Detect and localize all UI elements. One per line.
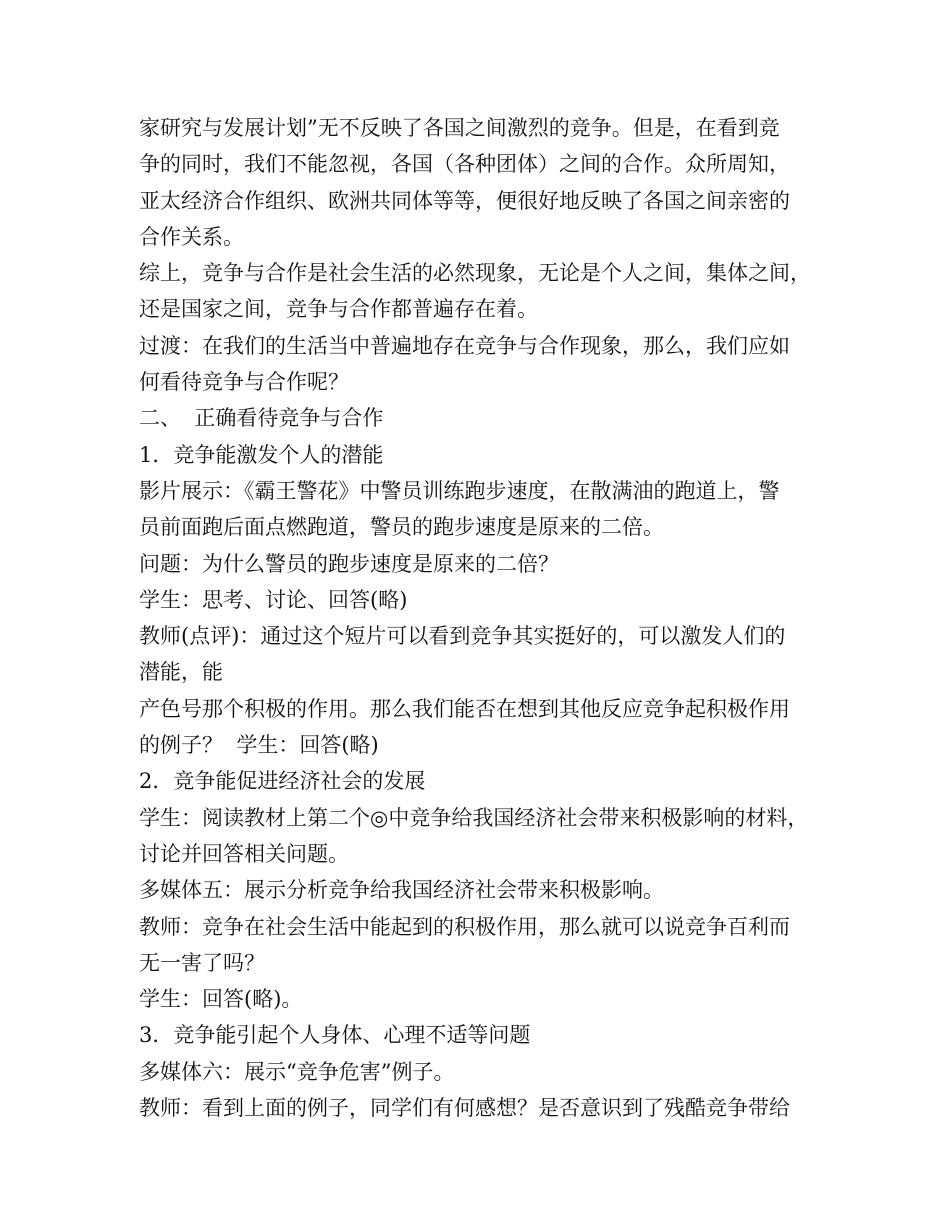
text-line: 亚太经济合作组织、欧洲共同体等等，便很好地反映了各国之间亲密的 [139, 188, 790, 213]
text-line: 潜能，能 [139, 660, 223, 685]
text-line: 学生：阅读教材上第二个◎中竞争给我国经济社会带来积极影响的材料， [139, 805, 809, 830]
text-line: 学生：回答(略)。 [139, 987, 303, 1012]
text-line: 教师：竞争在社会生活中能起到的积极作用，那么就可以说竞争百利而 [139, 914, 790, 939]
text-line: 员前面跑后面点燃跑道，警员的跑步速度是原来的二倍。 [139, 515, 664, 540]
text-line: 讨论并回答相关问题。 [139, 841, 349, 866]
section-heading: 二、 正确看待竞争与合作 [139, 406, 384, 431]
text-line: 综上，竞争与合作是社会生活的必然现象，无论是个人之间，集体之间， [139, 261, 811, 286]
text-line: 多媒体六：展示“竞争危害”例子。 [139, 1059, 455, 1084]
text-line: 无一害了吗？ [139, 950, 265, 975]
text-line: 学生：思考、讨论、回答(略) [139, 587, 408, 612]
text-line: 过渡：在我们的生活当中普遍地存在竞争与合作现象，那么，我们应如 [139, 333, 790, 358]
text-line: 争的同时，我们不能忽视，各国（各种团体）之间的合作。众所周知， [139, 152, 790, 177]
subsection-heading: 2．竞争能促进经济社会的发展 [139, 769, 426, 794]
text-line: 家研究与发展计划”无不反映了各国之间激烈的竞争。但是，在看到竞 [139, 116, 780, 140]
text-line: 多媒体五：展示分析竞争给我国经济社会带来积极影响。 [139, 878, 664, 903]
subsection-heading: 3．竞争能引起个人身体、心理不适等问题 [139, 1023, 531, 1048]
text-line: 的例子？ 学生：回答(略) [139, 733, 379, 758]
text-line: 问题：为什么警员的跑步速度是原来的二倍？ [139, 551, 559, 576]
text-line: 合作关系。 [139, 224, 244, 249]
subsection-heading: 1．竞争能激发个人的潜能 [139, 442, 384, 467]
text-line: 还是国家之间，竞争与合作都普遍存在着。 [139, 297, 538, 322]
text-line: 教师(点评)：通过这个短片可以看到竞争其实挺好的，可以激发人们的 [139, 624, 786, 649]
text-line: 何看待竞争与合作呢？ [139, 370, 349, 395]
document-body [139, 110, 819, 1126]
text-line: 产色号那个积极的作用。那么我们能否在想到其他反应竞争起积极作用 [139, 696, 790, 721]
text-line: 影片展示：《霸王警花》中警员训练跑步速度，在散满油的跑道上，警 [139, 478, 780, 503]
text-line: 教师：看到上面的例子，同学们有何感想？是否意识到了残酷竞争带给 [139, 1096, 790, 1121]
